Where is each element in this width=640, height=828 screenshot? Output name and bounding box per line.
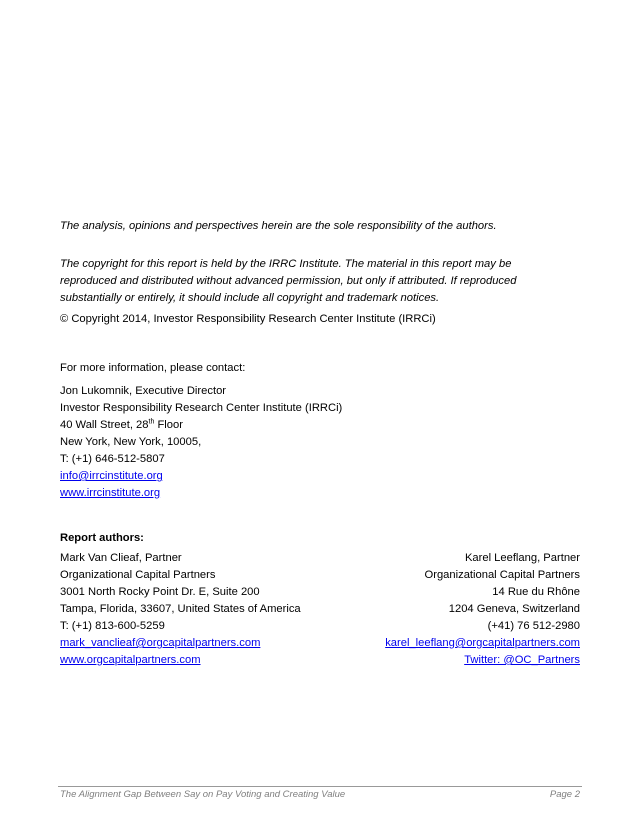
author-left-org: Organizational Capital Partners — [60, 569, 216, 581]
copyright-notice-line-3: substantially or entirely, it should include all copyright and trademark notices. — [60, 292, 440, 304]
author-right-city: 1204 Geneva, Switzerland — [448, 603, 580, 615]
contact-city: New York, New York, 10005, — [60, 436, 202, 448]
author-left-website-link[interactable]: www.orgcapitalpartners.com — [60, 654, 201, 666]
author-card-right — [330, 550, 580, 669]
footer-document-title: The Alignment Gap Between Say on Pay Voting and Creating Value — [60, 789, 346, 800]
author-right-email-link[interactable]: karel_leeflang@orgcapitalpartners.com — [385, 637, 580, 649]
contact-street: 40 Wall Street, 28th Floor — [60, 418, 183, 431]
author-right-name: Karel Leeflang, Partner — [464, 552, 580, 564]
author-left-phone: T: (+1) 813-600-5259 — [60, 620, 165, 632]
copyright-notice — [60, 256, 580, 307]
contact-email-link[interactable]: info@irrcinstitute.org — [60, 470, 163, 482]
contact-intro: For more information, please contact: — [60, 362, 246, 374]
author-left-email-link[interactable]: mark_vanclieaf@orgcapitalpartners.com — [60, 637, 261, 649]
author-right-phone: (+41) 76 512-2980 — [487, 620, 580, 632]
copyright-statement — [60, 311, 580, 328]
author-right-org: Organizational Capital Partners — [424, 569, 580, 581]
author-left-name: Mark Van Clieaf, Partner — [60, 552, 182, 564]
copyright-notice-line-2: reproduced and distributed without advanced permission, but only if attributed. If reproduced — [60, 275, 517, 287]
copyright-notice-line-1: The copyright for this report is held by the IRRC Institute. The material in this report may be — [60, 258, 512, 270]
author-card-left — [60, 550, 360, 669]
disclaimer-text — [60, 218, 580, 235]
footer-page-number: Page 2 — [549, 789, 580, 800]
contact-name: Jon Lukomnik, Executive Director — [60, 385, 227, 397]
authors-heading-text: Report authors: — [60, 532, 144, 544]
copyright-statement-text: © Copyright 2014, Investor Responsibility Research Center Institute (IRRCi) — [60, 313, 436, 325]
disclaimer-line: The analysis, opinions and perspectives herein are the sole responsibility of the authors. — [60, 220, 497, 232]
contact-section — [60, 360, 580, 502]
contact-website-link[interactable]: www.irrcinstitute.org — [60, 487, 161, 499]
author-left-street: 3001 North Rocky Point Dr. E, Suite 200 — [60, 586, 260, 598]
contact-phone: T: (+1) 646-512-5807 — [60, 453, 165, 465]
footer-divider — [58, 786, 582, 787]
author-left-city: Tampa, Florida, 33607, United States of America — [60, 603, 301, 615]
author-right-street: 14 Rue du Rhône — [492, 586, 580, 598]
contact-org: Investor Responsibility Research Center Institute (IRRCi) — [60, 402, 343, 414]
authors-heading — [60, 530, 580, 547]
author-right-twitter-link[interactable]: Twitter: @OC_Partners — [464, 654, 580, 666]
